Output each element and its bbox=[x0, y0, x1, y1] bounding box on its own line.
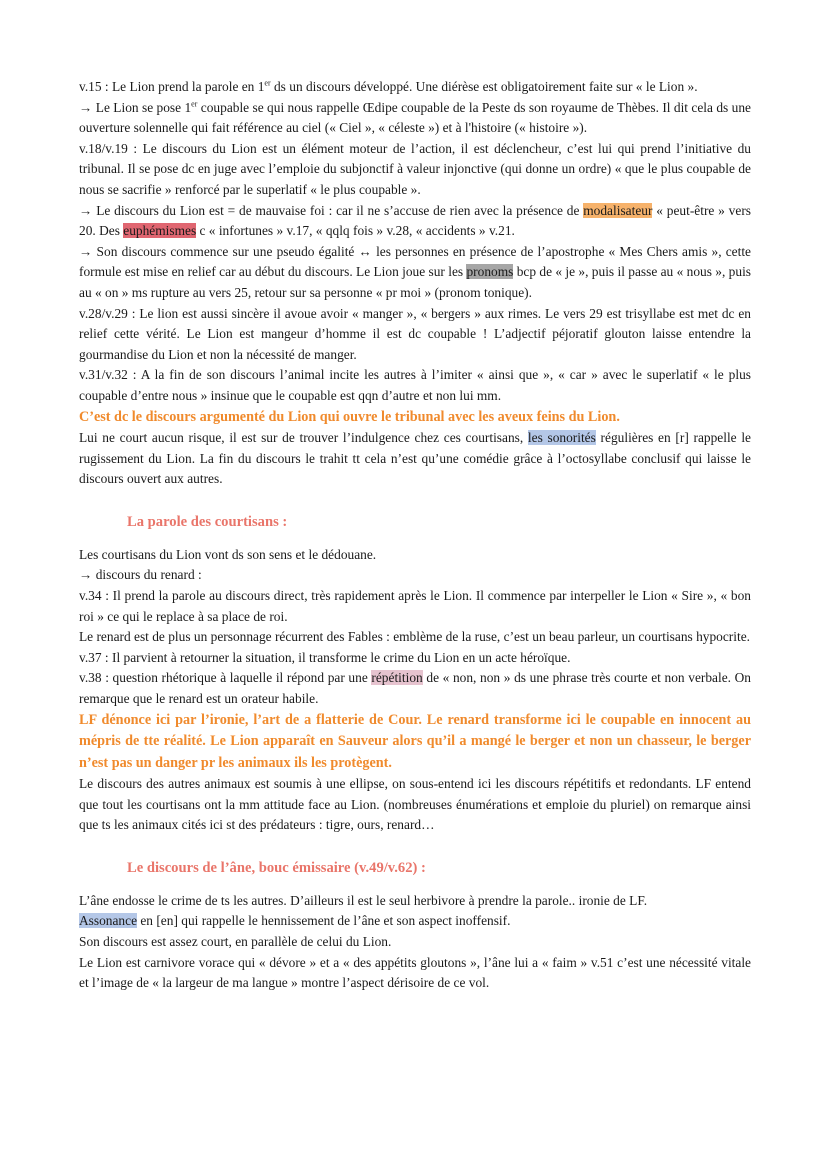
paragraph: Le Lion est carnivore vorace qui « dévore » et a « des appétits gloutons », l’âne lui a « faim » v.51 c’est une nécessité vitale et l’image de « la largeur de ma langue » montre l’aspect dérisoire de ce vol. bbox=[79, 954, 751, 991]
paragraph: → Le Lion se pose 1er coupable se qui nous rappelle Œdipe coupable de la Peste ds son royaume de Thèbes. Il dit cela ds une ouverture solennelle qui fait référence au ciel (« Ciel », « céleste ») et à l'histoire (« histoire »). bbox=[79, 99, 751, 136]
highlight-repetition: répétition bbox=[371, 670, 423, 686]
paragraph: Le renard est de plus un personnage récurrent des Fables : emblème de la ruse, c’est un beau parleur, un courtisans hypocrite. bbox=[79, 629, 750, 645]
paragraph: v.31/v.32 : A la fin de son discours l’animal incite les autres à l’imiter « ainsi que », « car » avec le superlatif « le plus coupable d’entre nous » insinue que le coupable est qqn d’autre et non lui mm. bbox=[79, 367, 751, 403]
paragraph: Lui ne court aucun risque, il est sur de trouver l’indulgence chez ces courtisans, les sonorités régulières en [r] rappelle le rugissement du Lion. La fin du discours le trahit tt cela n’est qu’une comédie grâce à l’octosyllabe conclusif qui laisse le discours ouvert aux autres. bbox=[79, 430, 751, 487]
document-page bbox=[79, 77, 751, 994]
highlight-euphemismes: euphémismes bbox=[123, 223, 197, 239]
highlight-modalisateur: modalisateur bbox=[583, 202, 653, 218]
paragraph: → Son discours commence sur une pseudo égalité ↔ les personnes en présence de l’apostrophe « Mes Chers amis », cette formule est mise en relief car au début du discours. Le Lion joue sur les pronoms bcp de « je », puis il passe au « nous », puis au « on » ms rupture au vers 25, retour sur sa personne « pr moi » (pronom tonique). bbox=[79, 243, 752, 300]
paragraph: v.34 : Il prend la parole au discours direct, très rapidement après le Lion. Il commence par interpeller le Lion « Sire », « bon roi » ce qui le replace à sa place de roi. bbox=[79, 587, 751, 624]
paragraph: v.38 : question rhétorique à laquelle il répond par une répétition de « non, non » ds une phrase très courte et non verbale. On remarque que le renard est un orateur habile. bbox=[79, 670, 751, 706]
paragraph: Les courtisans du Lion vont ds son sens et le dédouane. bbox=[79, 546, 377, 562]
section-title: Le discours de l’âne, bouc émissaire (v.49/v.62) : bbox=[127, 859, 426, 876]
paragraph: → discours du renard : bbox=[79, 567, 202, 583]
paragraph: Assonance en [en] qui rappelle le hennissement de l’âne et son aspect inoffensif. bbox=[79, 913, 511, 929]
highlight-sonorites: les sonorités bbox=[527, 430, 596, 445]
paragraph: Son discours est assez court, en parallèle de celui du Lion. bbox=[79, 934, 392, 949]
paragraph: → Le discours du Lion est = de mauvaise foi : car il ne s’accuse de rien avec la présence de modalisateur « peut-être » vers 20. Des euphémismes c « infortunes » v.17, « qqlq fois » v.28, « accidents » v.21. bbox=[79, 202, 751, 239]
emphasis-paragraph: C’est dc le discours argumenté du Lion qui ouvre le tribunal avec les aveux feins du Lion. bbox=[79, 408, 620, 425]
paragraph: v.18/v.19 : Le discours du Lion est un élément moteur de l’action, il est déclencheur, c’est lui qui prend l’initiative du tribunal. Il se pose dc en juge avec l’emploie du subjonctif à valeur injonctive (qui donne un ordre) « que le plus coupable de nous se sacrifie » renforcé par le superlatif « le plus coupable ». bbox=[79, 140, 751, 197]
paragraph: v.15 : Le Lion prend la parole en 1er ds un discours développé. Une diérèse est obligatoirement faite sur « le Lion ». bbox=[79, 78, 698, 94]
section-title: La parole des courtisans : bbox=[127, 513, 288, 530]
paragraph: L’âne endosse le crime de ts les autres. D’ailleurs il est le seul herbivore à prendre la parole.. ironie de LF. bbox=[79, 892, 648, 908]
paragraph: v.28/v.29 : Le lion est aussi sincère il avoue avoir « manger », « bergers » aux rimes. Le vers 29 est trisyllabe est met dc en relief cette vérité. Le Lion est mangeur d’homme il est dc coupable ! L’adjectif péjoratif glouton laisse entendre la gourmandise du Lion et non la nécessité de manger. bbox=[79, 305, 751, 362]
highlight-assonance: Assonance bbox=[79, 913, 138, 929]
paragraph: Le discours des autres animaux est soumis à une ellipse, on sous-entend ici les discours répétitifs et redondants. LF entend que tout les courtisans ont la mm attitude face au Lion. (nombreuses énumérations et emploie du pluriel) on remarque ainsi que ts les animaux cités ici st des prédateurs : tigre, ours, renard… bbox=[79, 776, 751, 833]
highlight-pronoms: pronoms bbox=[466, 264, 514, 280]
paragraph: v.37 : Il parvient à retourner la situation, il transforme le crime du Lion en un acte héroïque. bbox=[79, 649, 571, 665]
emphasis-paragraph: LF dénonce ici par l’ironie, l’art de a flatterie de Cour. Le renard transforme ici le coupable en innocent au mépris de tte réalité. Le Lion apparaît en Sauveur alors qu’il a mangé le berger et non un chasseur, le berger n’est pas un danger pr les animaux ils les protègent. bbox=[79, 711, 751, 771]
